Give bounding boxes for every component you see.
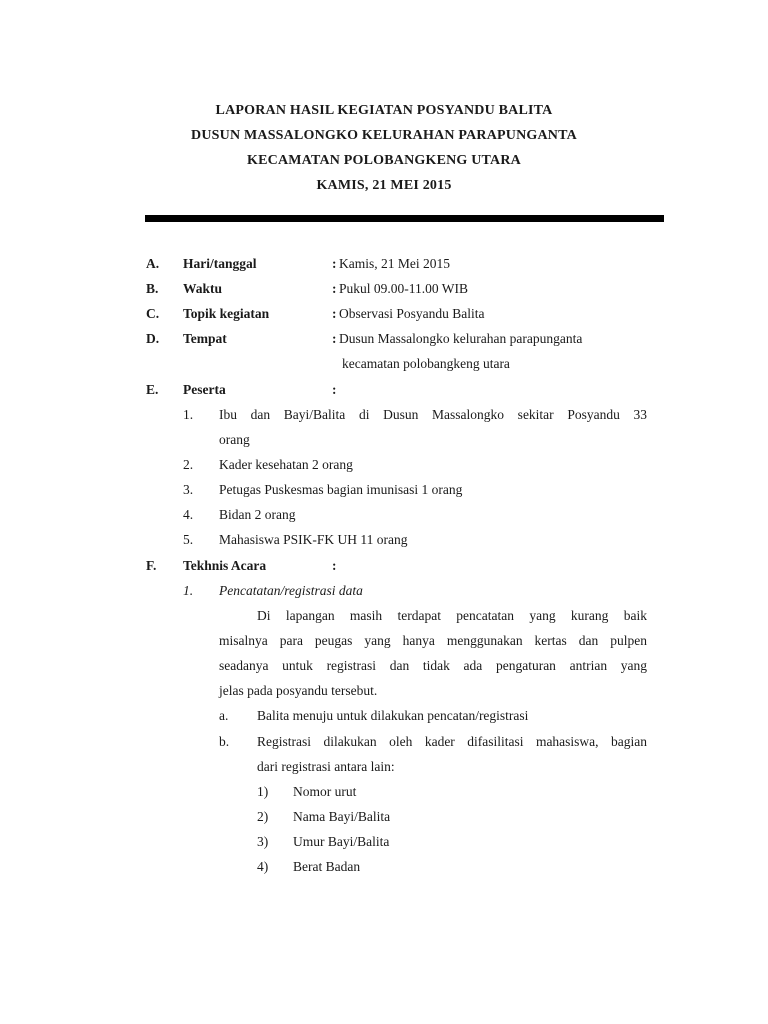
- sub-letter: b.: [219, 734, 230, 749]
- peserta-item-5: [0, 530, 768, 550]
- section-a-row: [0, 254, 768, 274]
- section-label: Tempat: [183, 331, 227, 346]
- section-value: Dusun Massalongko kelurahan parapunganta: [339, 331, 583, 346]
- section-b-row: [0, 279, 768, 299]
- sub-item-b-text-continued: dari registrasi antara lain:: [257, 759, 395, 774]
- header-divider: [145, 215, 664, 222]
- section-e-row: [0, 380, 768, 400]
- report-title-line-1: LAPORAN HASIL KEGIATAN POSYANDU BALITA: [215, 103, 553, 118]
- report-title-line-2: DUSUN MASSALONGKO KELURAHAN PARAPUNGANTA: [191, 128, 577, 143]
- paragraph-line-1: Di lapangan masih terdapat pencatatan yang kurang baik: [257, 608, 647, 623]
- section-colon: :: [332, 331, 337, 346]
- section-colon: :: [332, 281, 337, 296]
- section-f-row: [0, 556, 768, 576]
- list-number: 1.: [183, 407, 194, 422]
- registrasi-item-2: [0, 807, 768, 827]
- list-text: Nomor urut: [293, 784, 357, 799]
- list-text: Kader kesehatan 2 orang: [219, 457, 353, 472]
- section-value: Kamis, 21 Mei 2015: [339, 256, 450, 271]
- section-letter: A.: [146, 256, 160, 271]
- sub-text: Balita menuju untuk dilakukan pencatan/registrasi: [257, 708, 529, 723]
- section-letter: F.: [146, 558, 157, 573]
- section-letter: D.: [146, 331, 160, 346]
- list-number: 3): [257, 834, 269, 849]
- section-colon: :: [332, 256, 337, 271]
- list-text: Mahasiswa PSIK-FK UH 11 orang: [219, 532, 408, 547]
- list-text: Bidan 2 orang: [219, 507, 296, 522]
- section-letter: C.: [146, 306, 160, 321]
- section-letter: E.: [146, 382, 159, 397]
- report-date-line: KAMIS, 21 MEI 2015: [316, 178, 452, 193]
- section-value: Pukul 09.00-11.00 WIB: [339, 281, 469, 296]
- sub-letter: a.: [219, 708, 229, 723]
- section-label: Peserta: [183, 382, 226, 397]
- peserta-item-2: [0, 455, 768, 475]
- section-d-row: [0, 329, 768, 349]
- acara-item-title: Pencatatan/registrasi data: [219, 583, 363, 598]
- registrasi-item-4: [0, 857, 768, 877]
- list-number: 2): [257, 809, 269, 824]
- peserta-item-1-text: Ibu dan Bayi/Balita di Dusun Massalongko sekitar Posyandu 33: [219, 407, 647, 422]
- list-number: 1): [257, 784, 269, 799]
- section-colon: :: [332, 306, 337, 321]
- section-label: Tekhnis Acara: [183, 558, 267, 573]
- list-number: 2.: [183, 457, 194, 472]
- list-text: Nama Bayi/Balita: [293, 809, 391, 824]
- list-text: Berat Badan: [293, 859, 361, 874]
- section-colon: :: [332, 558, 337, 573]
- section-value: Observasi Posyandu Balita: [339, 306, 485, 321]
- section-label: Waktu: [183, 281, 223, 296]
- report-title-line-3: KECAMATAN POLOBANGKENG UTARA: [247, 153, 521, 168]
- list-number: 4.: [183, 507, 194, 522]
- section-c-row: [0, 304, 768, 324]
- registrasi-item-1: [0, 782, 768, 802]
- paragraph-line-3: seadanya untuk registrasi dan tidak ada pengaturan antrian yang: [219, 658, 647, 673]
- sub-item-a: [0, 706, 768, 726]
- peserta-item-3: [0, 480, 768, 500]
- section-colon: :: [332, 382, 337, 397]
- paragraph-line-4: jelas pada posyandu tersebut.: [219, 683, 378, 698]
- paragraph-line-2: misalnya para peugas yang hanya menggunakan kertas dan pulpen: [219, 633, 647, 648]
- list-number: 3.: [183, 482, 194, 497]
- list-number: 5.: [183, 532, 194, 547]
- section-value-continued: kecamatan polobangkeng utara: [342, 356, 510, 371]
- list-text: Umur Bayi/Balita: [293, 834, 390, 849]
- sub-item-b-text: Registrasi dilakukan oleh kader difasilitasi mahasiswa, bagian: [257, 734, 647, 749]
- list-number: 1.: [183, 583, 194, 598]
- section-label: Hari/tanggal: [183, 256, 257, 271]
- list-text: Petugas Puskesmas bagian imunisasi 1 orang: [219, 482, 463, 497]
- section-letter: B.: [146, 281, 159, 296]
- section-d-row-2: [0, 354, 768, 374]
- acara-item-1-heading: [0, 581, 768, 601]
- registrasi-item-3: [0, 832, 768, 852]
- peserta-item-1-text-continued: orang: [219, 432, 250, 447]
- section-label: Topik kegiatan: [183, 306, 270, 321]
- peserta-item-4: [0, 505, 768, 525]
- list-number: 4): [257, 859, 269, 874]
